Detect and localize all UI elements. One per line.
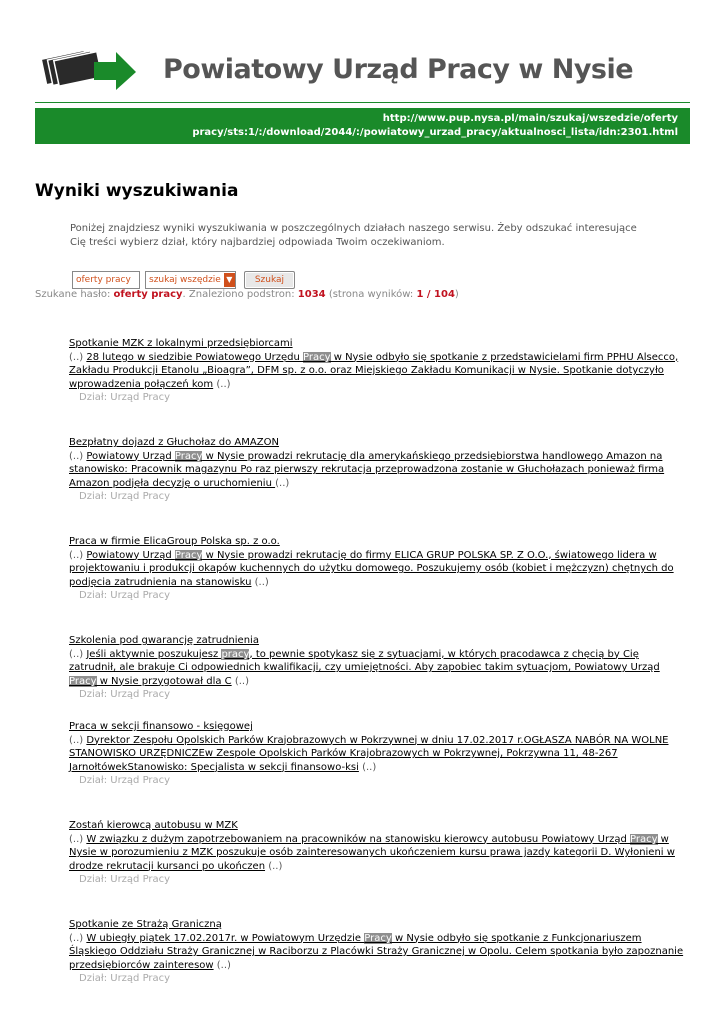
result-item xyxy=(69,337,684,405)
result-snippet: (..) W ubiegły piątek 17.02.2017r. w Powiatowym Urzędzie Pracy w Nysie odbyło się spotkanie z Funkcjonariuszem Śląskiego Oddziału Straży Granicznej w Raciborzu z Placówki Straży Granicznej w Opolu. Celem spotkania było zapoznanie przedsiębiorców zainteresow (..) xyxy=(69,932,684,971)
result-item xyxy=(69,634,684,702)
search-input[interactable]: oferty pracy xyxy=(72,271,140,289)
url-bar xyxy=(35,108,690,144)
result-title-link[interactable]: Bezpłatny dojazd z Głuchołaz do AMAZON xyxy=(69,437,279,448)
summary-found-label: . Znaleziono podstron: xyxy=(182,289,295,300)
result-snippet: (..) Dyrektor Zespołu Opolskich Parków Krajobrazowych w Pokrzywnej w dniu 17.02.2017 r.OGŁASZA NABÓR NA WOLNE STANOWISKO URZĘDNICZEw Zespole Opolskich Parków Krajobrazowych w Pokrzywnej, Pokrzywna 11, 48-267 JarnołtówekStanowisko: Specjalista w sekcji finansowo-ksi (..) xyxy=(69,734,669,773)
result-item xyxy=(69,918,684,986)
summary-page-close: ) xyxy=(454,289,459,300)
search-summary xyxy=(35,289,459,300)
url-line-1: http://www.pup.nysa.pl/main/szukaj/wszedzie/oferty xyxy=(382,113,678,124)
page-title: Wyniki wyszukiwania xyxy=(35,181,239,201)
result-snippet-link[interactable]: Powiatowy Urząd Pracy w Nysie prowadzi rekrutację dla amerykańskiego przedsiębiorstwa handlowego Amazon na stanowisko: Pracownik magazynu Po raz pierwszy rekrutacja przeprowadzona zostanie w Głuchołazach ponieważ firma Amazon podjęła decyzję o uruchomieniu xyxy=(69,450,665,489)
result-title-link[interactable]: Zostań kierowcą autobusu w MZK xyxy=(69,820,238,831)
chevron-down-icon[interactable]: ▼ xyxy=(224,273,235,287)
header-divider xyxy=(35,102,690,103)
result-department: Dział: Urząd Pracy xyxy=(79,590,171,601)
highlight-term: Pracy xyxy=(303,351,331,363)
result-snippet: (..) W związku z dużym zapotrzebowaniem na pracowników na stanowisku kierowcy autobusu Powiatowy Urząd Pracy w Nysie w porozumieniu z MZK poszukuje osób zainteresowanych ukończeniem kursu prawa jazdy kategorii D. Wyłonieni w drodze rekrutacji kursanci po ukończen (..) xyxy=(69,833,675,872)
summary-prefix: Szukane hasło: xyxy=(35,289,111,300)
result-department: Dział: Urząd Pracy xyxy=(79,775,171,786)
highlight-term: Pracy xyxy=(629,833,658,845)
summary-page-current: 1 / 104 xyxy=(416,289,455,300)
highlight-term: Pracy xyxy=(174,450,203,462)
highlight-term: pracy xyxy=(221,648,250,660)
result-department: Dział: Urząd Pracy xyxy=(79,491,171,502)
summary-count: 1034 xyxy=(297,289,326,300)
result-department: Dział: Urząd Pracy xyxy=(79,874,171,885)
result-title-link[interactable]: Spotkanie MZK z lokalnymi przedsiębiorcami xyxy=(69,338,293,349)
scope-select[interactable] xyxy=(145,271,236,289)
intro-text: Poniżej znajdziesz wyniki wyszukiwania w poszczególnych działach naszego serwisu. Żeby odszukać interesujące Cię treści wybierz dział, który najbardziej odpowiada Twoim oczekiwaniom. xyxy=(70,223,637,248)
result-department: Dział: Urząd Pracy xyxy=(79,689,171,700)
summary-page-open: (strona wyników: xyxy=(328,289,414,300)
result-snippet-link[interactable]: Dyrektor Zespołu Opolskich Parków Krajobrazowych w Pokrzywnej w dniu 17.02.2017 r.OGŁASZA NABÓR NA WOLNE STANOWISKO URZĘDNICZEw Zespole Opolskich Parków Krajobrazowych w Pokrzywnej, Pokrzywna 11, 48-267 JarnołtówekStanowisko: Specjalista w sekcji finansowo-ksi xyxy=(69,734,669,773)
summary-query: oferty pracy xyxy=(113,289,183,300)
result-snippet-link[interactable]: Jeśli aktywnie poszukujesz pracy, to pewnie spotykasz się z sytuacjami, w których pracodawca z chęcią by Cię zatrudnił, ale brakuje Ci odpowiednich kwalifikacji, czy umiejętności. Aby zapobiec takim sytuacjom, Powiatowy Urząd Pracy w Nysie przygotował dla C xyxy=(69,648,660,687)
result-snippet: (..) Jeśli aktywnie poszukujesz pracy, to pewnie spotykasz się z sytuacjami, w których pracodawca z chęcią by Cię zatrudnił, ale brakuje Ci odpowiednich kwalifikacji, czy umiejętności. Aby zapobiec takim sytuacjom, Powiatowy Urząd Pracy w Nysie przygotował dla C (..) xyxy=(69,648,660,687)
result-title-link[interactable]: Spotkanie ze Strażą Graniczną xyxy=(69,919,222,930)
result-item xyxy=(69,720,684,788)
highlight-term: Pracy xyxy=(174,549,203,561)
result-department: Dział: Urząd Pracy xyxy=(79,392,171,403)
result-title-link[interactable]: Szkolenia pod gwarancję zatrudnienia xyxy=(69,635,259,646)
result-title-link[interactable]: Praca w sekcji finansowo - księgowej xyxy=(69,721,253,732)
logo-arrows-icon[interactable] xyxy=(38,44,138,92)
result-snippet-link[interactable]: Powiatowy Urząd Pracy w Nysie prowadzi rekrutację do firmy ELICA GRUP POLSKA SP. Z O.O., światowego lidera w projektowaniu i produkcji okapów kuchennych do użytku domowego. Poszukujemy osób (kobiet i mężczyzn) chętnych do podjęcia zatrudnienia na stanowisku xyxy=(69,549,674,588)
url-line-2: pracy/sts:1/:/download/2044/:/powiatowy_urzad_pracy/aktualnosci_lista/idn:2301.html xyxy=(192,127,678,138)
result-item xyxy=(69,819,684,887)
scope-select-value: szukaj wszędzie xyxy=(149,275,221,285)
result-item xyxy=(69,436,684,504)
result-item xyxy=(69,535,684,603)
result-snippet: (..) Powiatowy Urząd Pracy w Nysie prowadzi rekrutację do firmy ELICA GRUP POLSKA SP. Z O.O., światowego lidera w projektowaniu i produkcji okapów kuchennych do użytku domowego. Poszukujemy osób (kobiet i mężczyzn) chętnych do podjęcia zatrudnienia na stanowisku (..) xyxy=(69,549,674,588)
site-title: Powiatowy Urząd Pracy w Nysie xyxy=(163,54,634,85)
result-title-link[interactable]: Praca w firmie ElicaGroup Polska sp. z o.o. xyxy=(69,536,280,547)
result-snippet-link[interactable]: W ubiegły piątek 17.02.2017r. w Powiatowym Urzędzie Pracy w Nysie odbyło się spotkanie z Funkcjonariuszem Śląskiego Oddziału Straży Granicznej w Raciborzu z Placówki Straży Granicznej w Opolu. Celem spotkania było zapoznanie przedsiębiorców zainteresow xyxy=(69,932,684,971)
result-snippet-link[interactable]: W związku z dużym zapotrzebowaniem na pracowników na stanowisku kierowcy autobusu Powiatowy Urząd Pracy w Nysie w porozumieniu z MZK poszukuje osób zainteresowanych ukończeniem kursu prawa jazdy kategorii D. Wyłonieni w drodze rekrutacji kursanci po ukończen xyxy=(69,833,675,872)
highlight-term: Pracy xyxy=(364,932,392,944)
result-snippet: (..) 28 lutego w siedzibie Powiatowego Urzędu Pracy w Nysie odbyło się spotkanie z przedstawicielami firm PPHU Alsecco, Zakładu Produkcji Etanolu „Bioagra”, DFM sp. z o.o. oraz Miejskiego Zakładu Komunikacji w Nysie. Spotkanie dotyczyło wprowadzenia połączeń kom (..) xyxy=(69,351,679,390)
search-form xyxy=(72,271,295,289)
result-snippet: (..) Powiatowy Urząd Pracy w Nysie prowadzi rekrutację dla amerykańskiego przedsiębiorstwa handlowego Amazon na stanowisko: Pracownik magazynu Po raz pierwszy rekrutacja przeprowadzona zostanie w Głuchołazach ponieważ firma Amazon podjęła decyzję o uruchomieniu (..) xyxy=(69,450,665,489)
search-button[interactable]: Szukaj xyxy=(244,271,295,289)
result-department: Dział: Urząd Pracy xyxy=(79,973,171,984)
highlight-term: Pracy xyxy=(69,675,97,687)
result-snippet-link[interactable]: 28 lutego w siedzibie Powiatowego Urzędu Pracy w Nysie odbyło się spotkanie z przedstawicielami firm PPHU Alsecco, Zakładu Produkcji Etanolu „Bioagra”, DFM sp. z o.o. oraz Miejskiego Zakładu Komunikacji w Nysie. Spotkanie dotyczyło wprowadzenia połączeń kom xyxy=(69,351,679,390)
